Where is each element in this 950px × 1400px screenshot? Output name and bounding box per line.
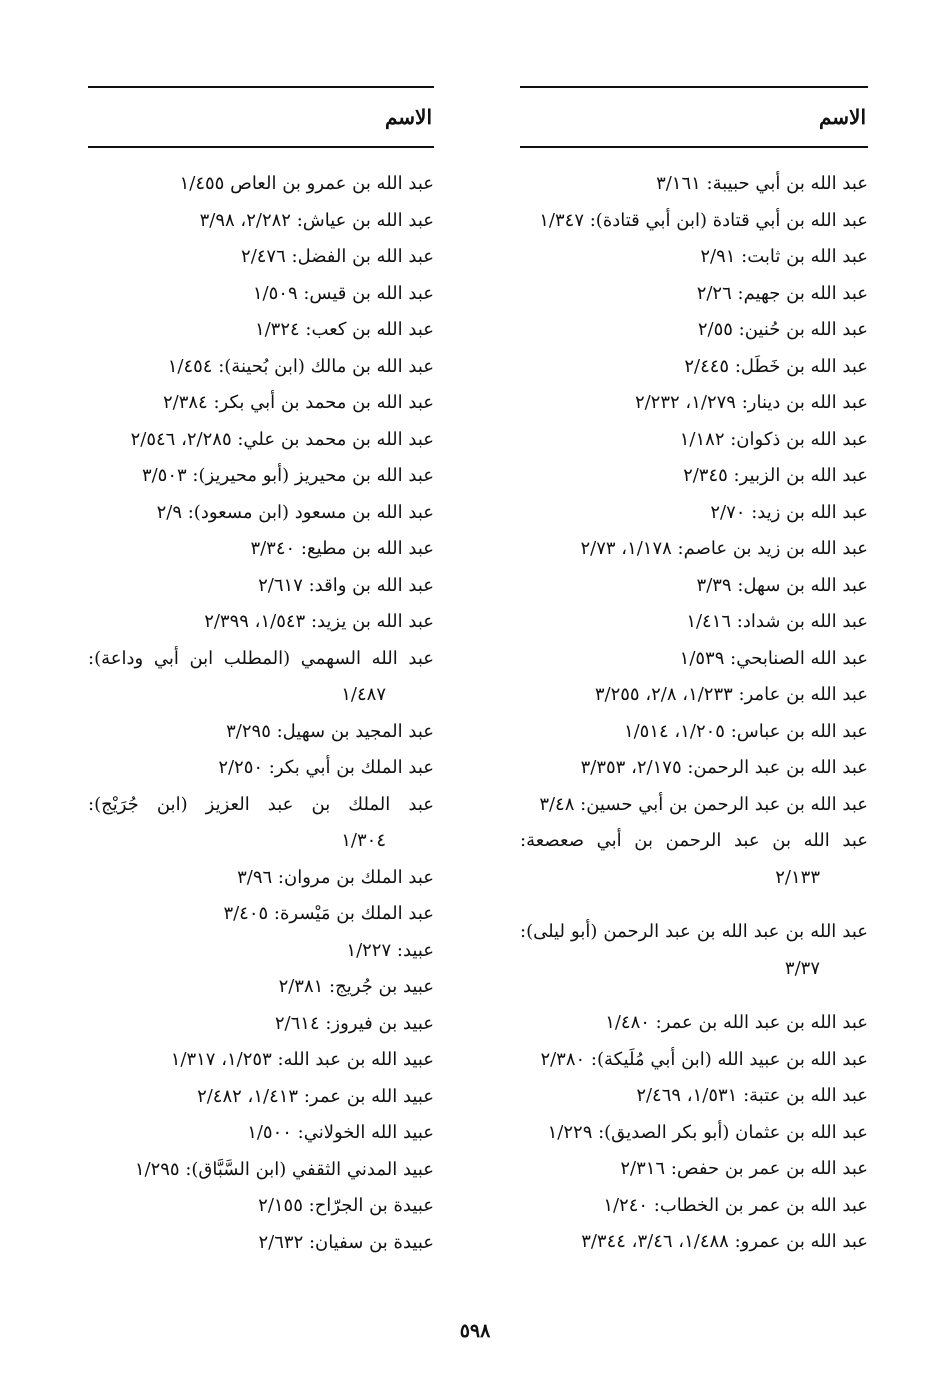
index-entry: عبد الله بن الفضل: ٢/٤٧٦ — [241, 246, 434, 267]
index-entry: عبد الله بن محيريز (أبو محيريز): ٣/٥٠٣ — [141, 465, 434, 486]
index-entry: عبد الله بن حُنين: ٢/٥٥ — [697, 319, 868, 340]
entry-list — [88, 166, 434, 1261]
index-entry: عبد الله بن عمر بن الخطاب: ١/٢٤٠ — [603, 1194, 868, 1216]
index-entry: عبد الله بن عمرو بن العاص ١/٤٥٥ — [179, 173, 434, 194]
index-entry: عبد الله بن محمد بن أبي بكر: ٢/٣٨٤ — [162, 392, 434, 413]
index-entry: عبد الله بن أبي حبيبة: ٣/١٦١ — [656, 173, 868, 194]
index-entry: عبد الله بن مطيع: ٣/٣٤٠ — [250, 538, 434, 559]
index-entry: عبد الله بن شداد: ١/٤١٦ — [686, 611, 868, 632]
index-entry: عبيدة بن الجرّاح: ٢/١٥٥ — [258, 1195, 434, 1216]
index-entry: عبد الله بن واقد: ٢/٦١٧ — [258, 574, 434, 596]
entry-list — [520, 166, 868, 1261]
index-entry: عبد الله بن عثمان (أبو بكر الصديق): ١/٢٢٩ — [547, 1121, 868, 1143]
index-entry: عبد الله بن عبيد الله (ابن أبي مُلَيكة): ٢/٣٨٠ — [540, 1048, 868, 1070]
index-entry: عبيد: ١/٢٢٧ — [346, 939, 434, 961]
index-entry: عبيد بن فيروز: ٢/٦١٤ — [274, 1012, 434, 1034]
index-entry: عبيدة بن سفيان: ٢/٦٣٢ — [258, 1231, 434, 1253]
index-column-left — [88, 86, 434, 1261]
index-entry-continuation: ١/٣٠٤ — [341, 830, 386, 851]
index-entry: عبيد بن جُريج: ٢/٣٨١ — [278, 976, 434, 997]
spacer — [520, 896, 868, 914]
index-entry: عبد الملك بن أبي بكر: ٢/٢٥٠ — [218, 757, 434, 778]
index-entry: عبد الله بن ثابت: ٢/٩١ — [700, 246, 868, 267]
index-entry: عبد الله بن كعب: ١/٣٢٤ — [254, 319, 434, 340]
index-entry: عبد الله بن محمد بن علي: ٢/٢٨٥، ٢/٥٤٦ — [130, 428, 434, 450]
index-entry: عبد الله بن خَطَل: ٢/٤٤٥ — [684, 355, 868, 377]
index-entry: عبد الله بن عتبة: ١/٥٣١، ٢/٤٦٩ — [636, 1085, 868, 1106]
index-entry: عبد الله بن مالك (ابن بُحينة): ١/٤٥٤ — [167, 355, 434, 377]
index-entry: عبد الله بن عبد الرحمن بن أبي حسين: ٣/٤٨ — [539, 793, 868, 815]
index-entry-continuation: ١/٤٨٧ — [341, 684, 386, 705]
index-column-right — [520, 86, 868, 1261]
index-entry: عبد الله بن عبد الرحمن بن أبي صعصعة: — [520, 830, 868, 851]
index-entry: عبد الله بن قيس: ١/٥٠٩ — [252, 282, 434, 304]
index-entry: عبد الله الصنابحي: ١/٥٣٩ — [679, 647, 868, 669]
index-entry: عبد الله بن عامر: ١/٢٣٣، ٢/٨، ٣/٢٥٥ — [594, 684, 868, 705]
index-entry-continuation: ٣/٣٧ — [784, 957, 820, 979]
index-entry: عبد الله بن جهيم: ٢/٢٦ — [696, 282, 868, 304]
index-entry: عبد الله بن زيد بن عاصم: ١/١٧٨، ٢/٧٣ — [580, 538, 868, 559]
column-header: الاسم — [818, 105, 866, 129]
index-entry: عبيد الله الخولاني: ١/٥٠٠ — [247, 1122, 434, 1143]
index-entry-continuation: ٢/١٣٣ — [775, 866, 820, 888]
header-rule-bottom — [520, 146, 868, 148]
index-entry: عبد الله بن ذكوان: ١/١٨٢ — [679, 428, 868, 450]
index-entry: عبيد الله بن عبد الله: ١/٢٥٣، ١/٣١٧ — [170, 1049, 434, 1070]
index-entry: عبد الله بن زيد: ٢/٧٠ — [710, 501, 868, 523]
index-entry: عبد الله بن يزيد: ١/٥٤٣، ٢/٣٩٩ — [204, 611, 434, 632]
index-entry: عبد الله بن دينار: ١/٢٧٩، ٢/٢٣٢ — [634, 392, 868, 413]
index-entry: عبد الله بن أبي قتادة (ابن أبي قتادة): ١/٣٤٧ — [539, 209, 868, 231]
index-entry: عبد الله بن سهل: ٣/٣٩ — [696, 574, 868, 596]
index-entry: عبد الملك بن مروان: ٣/٩٦ — [237, 866, 434, 888]
page-number: ٥٩٨ — [459, 1320, 491, 1342]
index-entry: عبد الله بن عياش: ٢/٢٨٢، ٣/٩٨ — [199, 209, 434, 231]
spacer — [520, 987, 868, 1005]
index-entry: عبد الله السهمي (المطلب ابن أبي وداعة): — [88, 647, 434, 669]
index-entry: عبد الله بن عبد الرحمن: ٢/١٧٥، ٣/٣٥٣ — [580, 757, 868, 778]
index-entry: عبد الله بن عبد الله بن عمر: ١/٤٨٠ — [605, 1012, 868, 1033]
index-entry: عبد الله بن عبد الله بن عبد الرحمن (أبو ليلى): — [520, 921, 868, 942]
index-entry: عبد الله بن مسعود (ابن مسعود): ٢/٩ — [156, 501, 434, 523]
column-header: الاسم — [384, 105, 432, 129]
index-entry: عبد الملك بن عبد العزيز (ابن جُرَيْج): — [88, 793, 434, 815]
index-entry: عبد الملك بن مَيْسرة: ٣/٤٠٥ — [223, 903, 434, 924]
index-entry: عبيد المدني الثقفي (ابن السَّبَّاق): ١/٢٩٥ — [134, 1158, 434, 1180]
index-entry: عبد المجيد بن سهيل: ٣/٢٩٥ — [226, 720, 434, 742]
index-entry: عبد الله بن الزبير: ٢/٣٤٥ — [683, 465, 868, 486]
index-entry: عبد الله بن عمر بن حفص: ٢/٣١٦ — [620, 1158, 868, 1179]
index-entry: عبد الله بن عمرو: ١/٤٨٨، ٣/٤٦، ٣/٣٤٤ — [581, 1231, 868, 1252]
index-entry: عبيد الله بن عمر: ١/٤١٣، ٢/٤٨٢ — [197, 1085, 434, 1107]
index-entry: عبد الله بن عباس: ١/٢٠٥، ١/٥١٤ — [623, 720, 868, 742]
header-rule-bottom — [88, 146, 434, 148]
